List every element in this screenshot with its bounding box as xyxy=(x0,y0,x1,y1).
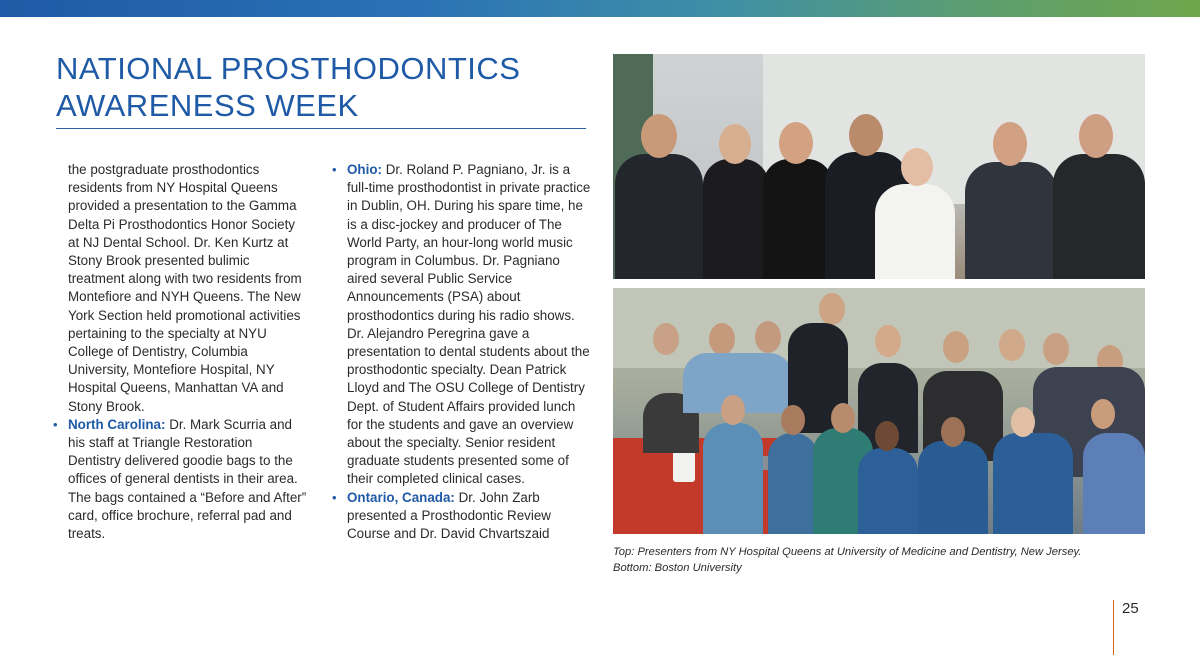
title-line-2: AWARENESS WEEK xyxy=(56,88,359,123)
top-gradient-band xyxy=(0,0,1200,17)
title-underline xyxy=(56,128,586,129)
item-lead: North Carolina: xyxy=(68,416,166,432)
photo-caption xyxy=(613,544,1153,576)
intro-paragraph: the postgraduate prosthodontics residents from NY Hospital Queens provided a presentation to the Gamma Delta Pi Prosthodontics Honor Society at NJ Dental School. Dr. Ken Kurtz at Stony Brook presented bulimic treatment along with two residents from Montefiore and NYH Queens. The New York Section held promotional activities pertaining to the specialty at NYU College of Dentistry, Columbia University, Montefiore Hospital, NY Hospital Queens, Manhattan VA and Stony Brook. xyxy=(68,162,302,414)
caption-line-2: Bottom: Boston University xyxy=(613,562,742,574)
page-number: 25 xyxy=(1122,600,1139,617)
list-item-ontario xyxy=(347,489,592,544)
list-item-ohio xyxy=(347,161,592,489)
photo-people xyxy=(613,114,1145,279)
photo-presenters-nyhq xyxy=(613,54,1145,279)
item-text: Dr. Mark Scurria and his staff at Triangle Restoration Dentistry delivered goodie bags to the offices of general dentists in their area. The bags contained a “Before and After” card, office brochure, referral pad and treats. xyxy=(68,416,307,542)
list-item-north-carolina xyxy=(68,416,308,543)
text-column-1 xyxy=(68,161,308,543)
item-text: Dr. John Zarb presented a Prosthodontic Review Course and Dr. David Chvartszaid xyxy=(347,489,551,542)
page-title xyxy=(56,50,586,124)
item-lead: Ontario, Canada: xyxy=(347,489,455,505)
title-line-1: NATIONAL PROSTHODONTICS xyxy=(56,51,521,86)
caption-line-1: Top: Presenters from NY Hospital Queens at University of Medicine and Dentistry, New Jersey. xyxy=(613,546,1082,558)
page-number-rule xyxy=(1113,600,1114,655)
photo-boston-university xyxy=(613,288,1145,534)
item-text: Dr. Roland P. Pagniano, Jr. is a full-time prosthodontist in private practice in Dublin, OH. During his spare time, he is a disc-jockey and producer of The World Party, an hour-long world music program in Columbus. Dr. Pagniano aired several Public Service Announcements (PSA) about prosthodontics during his radio shows. Dr. Alejandro Peregrina gave a presentation to dental students about the prosthodontic specialty. Dean Patrick Lloyd and The OSU College of Dentistry Dept. of Student Affairs provided lunch for the students and gave an overview about the specialty. Senior resident graduate students presented some of their completed clinical cases. xyxy=(347,162,591,487)
text-column-2 xyxy=(347,161,592,543)
photo-people xyxy=(613,323,1145,534)
item-lead: Ohio: xyxy=(347,162,382,177)
